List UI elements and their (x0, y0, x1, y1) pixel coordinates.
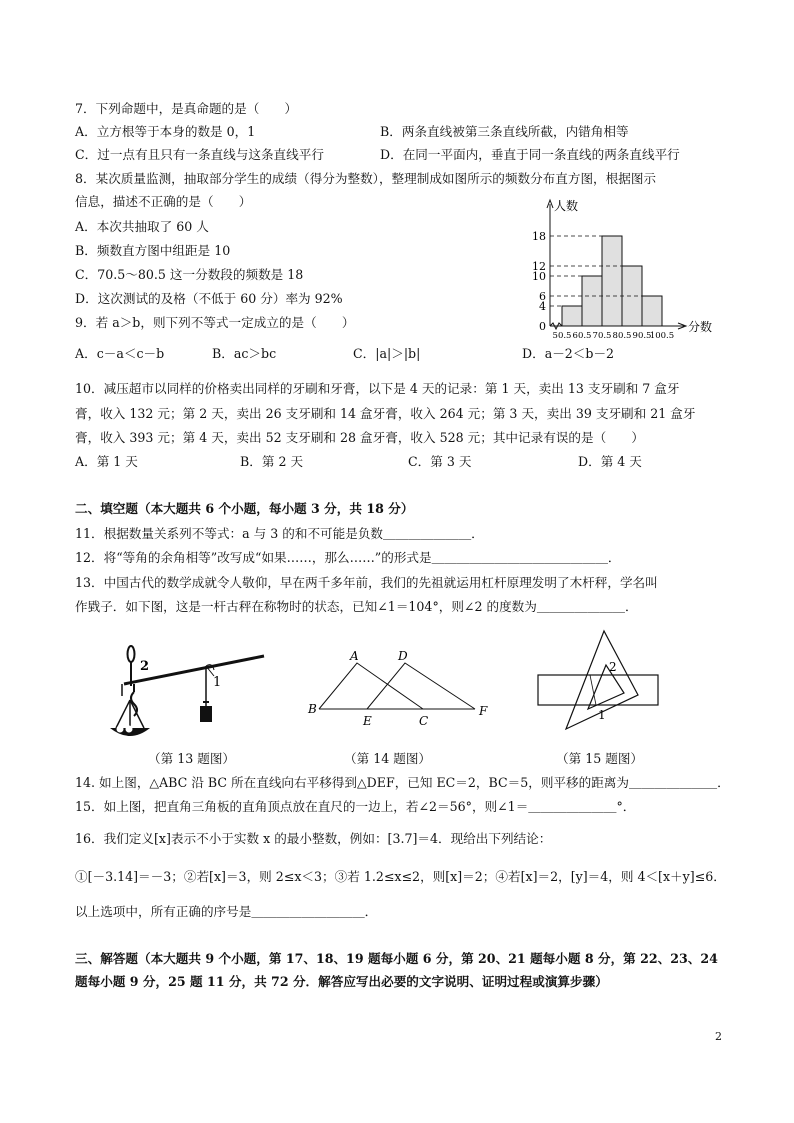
fig15-angle-2-label: 2 (609, 660, 617, 674)
q8-stem-line1: 8．某次质量监测，抽取部分学生的成绩（得分为整数），整理制成如图所示的频数分布直方图，根据图示 (75, 171, 657, 186)
q10-line1: 10．减压超市以同样的价格卖出同样的牙刷和牙膏，以下是 4 天的记录：第 1 天，卖出 13 支牙刷和 7 盒牙 (75, 381, 680, 396)
q11: 11．根据数量关系列不等式：a 与 3 的和不可能是负数＿＿＿＿＿＿＿． (75, 526, 484, 541)
section3-header-line1: 三、解答题（本大题共 9 个小题，第 17、18、19 题每小题 6 分，第 20、21 题每小题 8 分，第 22、23、24 (75, 951, 718, 966)
x-tick-label: 100.5 (649, 331, 675, 341)
fig14-label-b: B (308, 702, 317, 716)
section2-header: 二、填空题（本大题共 6 个小题，每小题 3 分，共 18 分） (75, 501, 414, 516)
q9-option-b: B．ac＞bc (212, 346, 277, 361)
q10-option-a: A．第 1 天 (75, 454, 138, 469)
q7-option-a: A．立方根等于本身的数是 0，1 (75, 124, 256, 139)
fig13-angle-1-label: 1 (213, 675, 222, 690)
q12: 12．将“等角的余角相等”改写成“如果……，那么……”的形式是＿＿＿＿＿＿＿＿＿＿＿＿＿＿． (75, 550, 621, 565)
q8-option-b: B．频数直方图中组距是 10 (75, 243, 231, 258)
q9-option-c: C．|a|＞|b| (353, 346, 421, 361)
q7-option-c: C．过一点有且只有一条直线与这条直线平行 (75, 147, 324, 162)
fig14-label-f: F (479, 704, 488, 718)
histogram-bar (562, 306, 582, 326)
histogram-bar (602, 236, 622, 326)
q9-stem: 9．若 a＞b，则下列不等式一定成立的是（ ） (75, 315, 355, 330)
x-tick-label: 80.5 (612, 331, 632, 341)
histogram-bar (642, 296, 662, 326)
q14: 14. 如上图，△ABC 沿 BC 所在直线向右平移得到△DEF，已知 EC＝2，BC＝5，则平移的距离为＿＿＿＿＿＿＿． (75, 775, 730, 790)
q10-line2: 膏，收入 132 元；第 2 天，卖出 26 支牙刷和 14 盒牙膏，收入 264 元；第 3 天，卖出 39 支牙刷和 21 盒牙 (75, 406, 696, 421)
section3-header-line2: 题每小题 9 分，25 题 11 分，共 72 分．解答应写出必要的文字说明、证明过程或演算步骤） (75, 974, 608, 989)
y-tick-label: 0 (539, 320, 546, 333)
figure-15-ruler-triangle (530, 625, 665, 735)
q16-line1: 16．我们定义[x]表示不小于实数 x 的最小整数，例如：[3.7]＝4．现给出下列结论： (75, 831, 552, 846)
q16-line2: ①[－3.14]＝－3；②若[x]＝3，则 2≤x＜3；③若 1.2≤x≤2，则[x]＝2；④若[x]＝2，[y]＝4，则 4＜[x＋y]≤6． (75, 869, 726, 884)
q8-stem-line2: 信息，描述不正确的是（ ） (75, 194, 252, 209)
x-axis-title: 分数 (688, 320, 713, 334)
q9-option-d: D．a－2＜b－2 (522, 346, 615, 361)
fig13-angle-2-label: 2 (140, 659, 150, 674)
figure-13-steelyard (100, 640, 270, 745)
q8-option-a: A．本次共抽取了 60 人 (75, 219, 209, 234)
q13-line2: 作戥子．如下图，这是一杆古秤在称物时的状态，已知∠1＝104°，则∠2 的度数为＿＿＿＿＿＿＿． (75, 599, 638, 614)
q8-option-c: C．70.5～80.5 这一分数段的频数是 18 (75, 267, 304, 282)
y-tick-label: 18 (532, 230, 546, 243)
caption-figure-13: （第 13 题图） (148, 751, 236, 766)
caption-figure-14: （第 14 题图） (344, 751, 432, 766)
q7-option-b: B．两条直线被第三条直线所截，内错角相等 (380, 124, 629, 139)
fig14-label-e: E (363, 714, 372, 728)
q7-stem: 7．下列命题中，是真命题的是（ ） (75, 101, 298, 116)
y-tick-label: 6 (539, 290, 546, 303)
y-tick-label: 10 (532, 270, 546, 283)
x-tick-label: 50.5 (552, 331, 572, 341)
x-tick-label: 70.5 (592, 331, 612, 341)
q9-option-a: A．c－a＜c－b (75, 346, 165, 361)
caption-figure-15: （第 15 题图） (556, 751, 644, 766)
x-tick-label: 90.5 (632, 331, 652, 341)
x-tick-label: 60.5 (572, 331, 592, 341)
y-axis-title: 人数 (554, 199, 579, 213)
q7-option-d: D．在同一平面内，垂直于同一条直线的两条直线平行 (380, 147, 680, 162)
q8-option-d: D．这次测试的及格（不低于 60 分）率为 92% (75, 291, 343, 306)
q10-line3: 膏，收入 393 元；第 4 天，卖出 52 支牙刷和 28 盒牙膏，收入 528 元；其中记录有误的是（ ） (75, 430, 644, 445)
histogram-bar (622, 266, 642, 326)
q15: 15．如上图，把直角三角板的直角顶点放在直尺的一边上，若∠2＝56°，则∠1＝＿＿＿＿＿＿＿°． (75, 799, 636, 814)
page-number: 2 (715, 1030, 722, 1043)
q13-line1: 13．中国古代的数学成就令人敬仰，早在两千多年前，我们的先祖就运用杠杆原理发明了木杆秤，学名叫 (75, 575, 658, 590)
histogram-bar (582, 276, 602, 326)
q10-option-c: C．第 3 天 (408, 454, 472, 469)
fig14-label-c: C (419, 714, 429, 728)
y-tick-label: 4 (539, 300, 546, 313)
figure-14-triangles (305, 645, 495, 730)
fig14-label-a: A (350, 649, 359, 663)
frequency-histogram (515, 192, 715, 342)
q10-option-b: B．第 2 天 (240, 454, 304, 469)
q16-line3: 以上选项中，所有正确的序号是＿＿＿＿＿＿＿＿＿． (75, 904, 378, 919)
fig14-label-d: D (398, 649, 408, 663)
q10-option-d: D．第 4 天 (578, 454, 642, 469)
y-tick-label: 12 (532, 260, 546, 273)
fig15-angle-1-label: 1 (598, 708, 606, 722)
